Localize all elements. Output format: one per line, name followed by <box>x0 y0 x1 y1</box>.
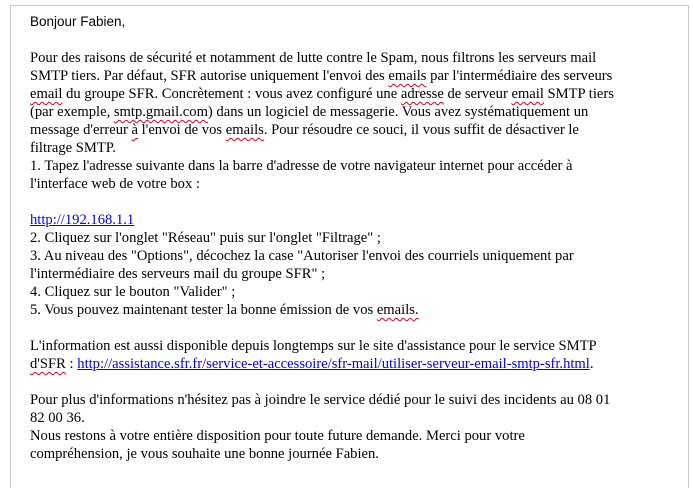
email-line <box>30 157 685 175</box>
email-body[interactable] <box>30 13 685 463</box>
email-link[interactable]: http://192.168.1.1 <box>30 212 135 228</box>
text-segment: L'information est aussi disponible depuis longtemps sur le site d'assistance pour le service SMTP <box>30 338 597 354</box>
email-line <box>30 283 685 301</box>
misspelled-word: email <box>30 86 63 102</box>
text-segment: 82 00 36. <box>30 410 85 426</box>
text-segment: Pour plus d'informations n'hésitez pas à joindre le service dédié pour le suivi des incidents au 08 01 <box>30 392 611 408</box>
email-line <box>30 445 685 463</box>
text-segment: SMTP tiers <box>543 86 614 102</box>
text-segment: SMTP tiers. Par défaut, SFR autorise uniquement l'envoi des <box>30 68 389 84</box>
email-line <box>30 103 685 121</box>
text-segment: du groupe SFR. Concrètement : vous avez configuré une <box>62 86 401 102</box>
text-segment: filtrage SMTP. <box>30 140 116 156</box>
blank-line <box>30 319 685 337</box>
email-line <box>30 229 685 247</box>
misspelled-word: d'SFR <box>30 356 66 372</box>
text-segment: l'envoi de vos <box>137 122 226 138</box>
text-segment: message d'erreur <box>30 122 132 138</box>
email-line <box>30 67 685 85</box>
text-segment: par l'intermédiaire des serveurs <box>426 68 613 84</box>
email-line <box>30 265 685 283</box>
text-segment: Nous restons à votre entière disposition pour toute future demande. Merci pour votre <box>30 428 525 444</box>
email-line <box>30 301 685 319</box>
email-line <box>30 211 685 229</box>
misspelled-word: smtp.gmail.com <box>113 104 208 120</box>
text-segment: Pour des raisons de sécurité et notamment de lutte contre le Spam, nous filtrons les serveurs mail <box>30 50 597 66</box>
email-line <box>30 391 685 409</box>
text-segment: (par exemple, <box>30 104 114 120</box>
text-segment: . Pour résoudre ce souci, il vous suffit de désactiver le <box>263 122 579 138</box>
email-line <box>30 175 685 193</box>
text-segment: ) dans un logiciel de messagerie. Vous avez systématiquement un <box>207 104 589 120</box>
text-segment: de serveur <box>443 86 512 102</box>
email-line <box>30 85 685 103</box>
email-line <box>30 355 685 373</box>
email-line <box>30 139 685 157</box>
blank-line <box>30 193 685 211</box>
text-segment: 3. Au niveau des "Options", décochez la case "Autoriser l'envoi des courriels uniquement par <box>30 248 574 264</box>
misspelled-word: email <box>511 86 544 102</box>
email-message-frame <box>10 5 689 488</box>
text-segment: 2. Cliquez sur l'onglet "Réseau" puis sur l'onglet "Filtrage" ; <box>30 230 381 246</box>
email-line <box>30 409 685 427</box>
email-line <box>30 337 685 355</box>
text-segment: l'interface web de votre box : <box>30 176 200 192</box>
email-line <box>30 49 685 67</box>
email-line <box>30 427 685 445</box>
email-link[interactable]: http://assistance.sfr.fr/service-et-accessoire/sfr-mail/utiliser-serveur-email-smtp-sfr.html <box>77 356 590 372</box>
misspelled-word: emails <box>225 122 264 138</box>
blank-line <box>30 373 685 391</box>
email-line <box>30 247 685 265</box>
blank-line <box>30 31 685 49</box>
text-segment: 4. Cliquez sur le bouton "Valider" ; <box>30 284 236 300</box>
misspelled-word: emails <box>388 68 427 84</box>
text-segment: . <box>589 356 594 372</box>
misspelled-word: à <box>131 122 138 138</box>
email-greeting: Bonjour Fabien, <box>30 14 126 29</box>
text-segment: : <box>65 356 78 372</box>
text-segment: compréhension, je vous souhaite une bonne journée Fabien. <box>30 446 379 462</box>
email-line <box>30 121 685 139</box>
text-segment: l'intermédiaire des serveurs mail du groupe SFR" ; <box>30 266 326 282</box>
misspelled-word: emails. <box>376 302 419 318</box>
email-paragraphs <box>30 49 685 463</box>
text-segment: 1. Tapez l'adresse suivante dans la barre d'adresse de votre navigateur internet pour accéder à <box>30 158 573 174</box>
misspelled-word: adresse <box>400 86 444 102</box>
text-segment: 5. Vous pouvez maintenant tester la bonne émission de vos <box>30 302 377 318</box>
